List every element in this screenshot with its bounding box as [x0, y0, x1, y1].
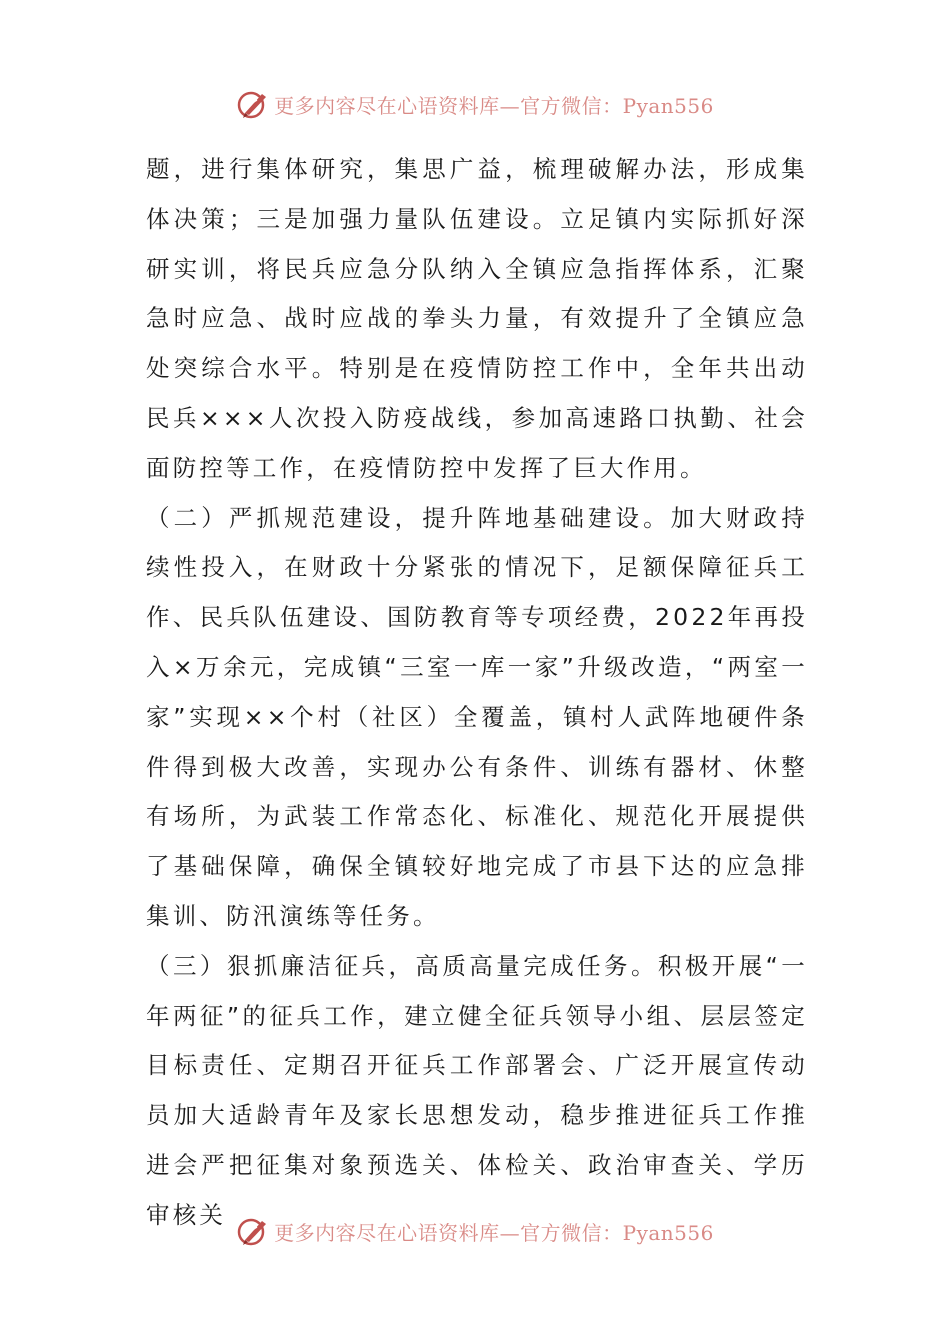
- pen-logo-icon: [236, 1214, 270, 1248]
- footer-watermark: [0, 1211, 950, 1251]
- watermark-text: 更多内容尽在心语资料库—官方微信：Pyan556: [274, 1220, 714, 1245]
- paragraph-2: （二）严抓规范建设，提升阵地基础建设。加大财政持续性投入，在财政十分紧张的情况下，足额保障征兵工作、民兵队伍建设、国防教育等专项经费，2022年再投入×万余元，完成镇“三室一库一家”升级改造，“两室一家”实现××个村（社区）全覆盖，镇村人武阵地硬件条件得到极大改善，实现办公有条件、训练有器材、休整有场所，为武装工作常态化、标准化、规范化开展提供了基础保障，确保全镇较好地完成了市县下达的应急排集训、防汛演练等任务。: [146, 503, 808, 930]
- paragraph-1: 题，进行集体研究，集思广益，梳理破解办法，形成集体决策；三是加强力量队伍建设。立足镇内实际抓好深研实训，将民兵应急分队纳入全镇应急指挥体系，汇聚急时应急、战时应战的拳头力量，有效提升了全镇应急处突综合水平。特别是在疫情防控工作中，全年共出动民兵×××人次投入防疫战线，参加高速路口执勤、社会面防控等工作，在疫情防控中发挥了巨大作用。: [146, 155, 808, 482]
- watermark-text: 更多内容尽在心语资料库—官方微信：Pyan556: [274, 93, 714, 118]
- document-body: [146, 145, 808, 1241]
- pen-logo-icon: [236, 87, 270, 121]
- header-watermark: [0, 84, 950, 124]
- paragraph-3: （三）狠抓廉洁征兵，高质高量完成任务。积极开展“一年两征”的征兵工作，建立健全征兵领导小组、层层签定目标责任、定期召开征兵工作部署会、广泛开展宣传动员加大适龄青年及家长思想发动，稳步推进征兵工作推进会严把征集对象预选关、体检关、政治审查关、学历审核关: [146, 951, 808, 1229]
